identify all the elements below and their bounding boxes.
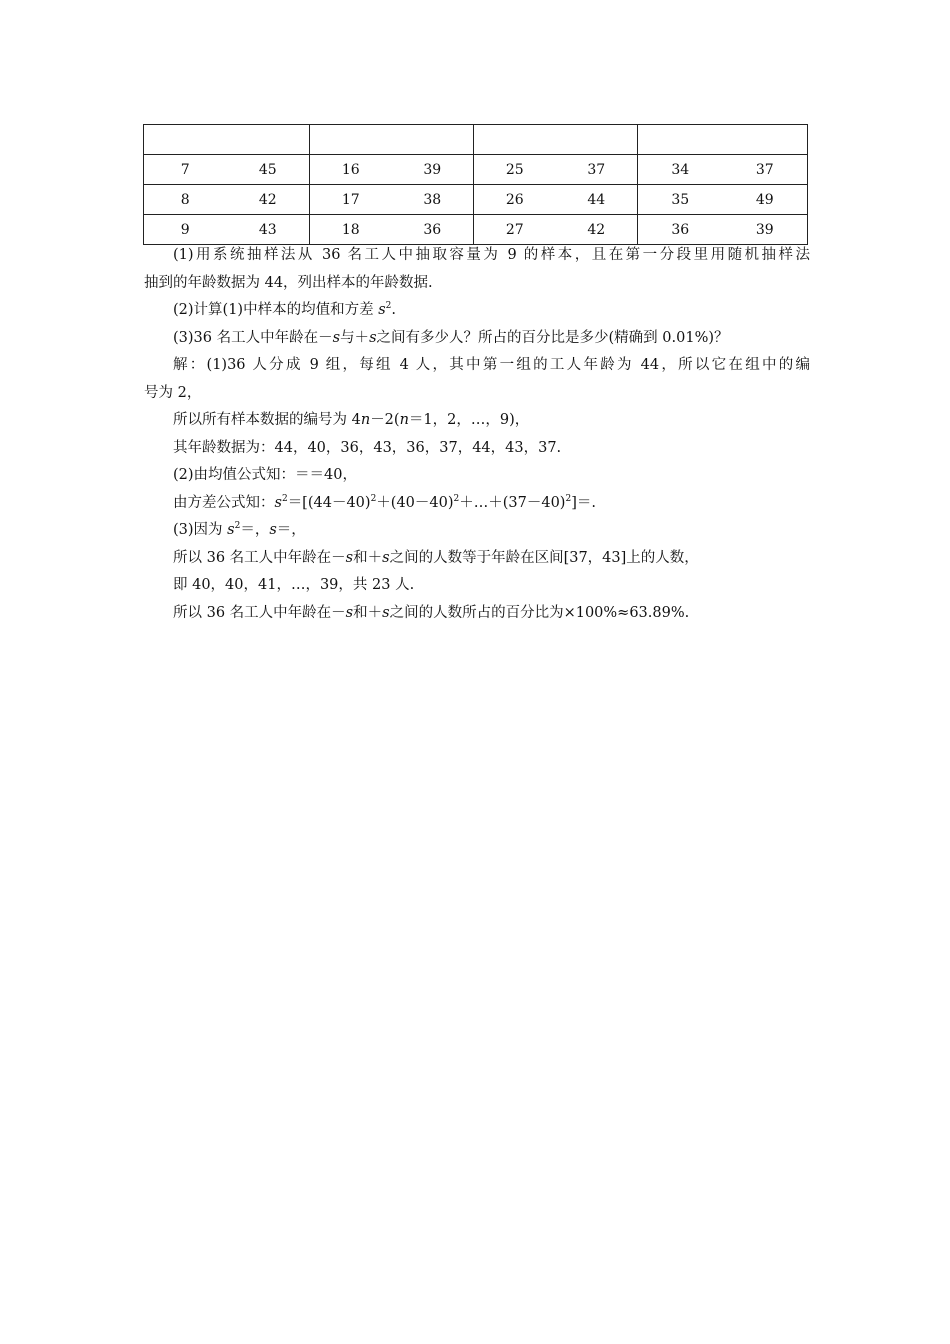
solution-line-4: 其年龄数据为：44，40，36，43，36，37，44，43，37. — [173, 439, 562, 456]
solution-line-9: 即 40，40，41，…，39，共 23 人. — [173, 577, 415, 593]
solution-text: ＝， — [240, 522, 270, 538]
superscript: 2 — [565, 493, 572, 504]
table-cell-age: 39 — [392, 155, 474, 185]
n-symbol: n — [399, 412, 409, 428]
superscript: 2 — [385, 301, 392, 311]
table-cell-id: 16 — [310, 155, 392, 185]
problem-and-solution — [144, 242, 810, 627]
solution-text: 和＋ — [353, 604, 383, 621]
solution-line-6 — [144, 490, 810, 518]
table-header-cell — [144, 125, 310, 155]
s-symbol: s — [332, 329, 341, 346]
superscript: 2 — [453, 493, 460, 504]
superscript: 2 — [281, 493, 288, 504]
table-cell-id: 25 — [474, 155, 556, 185]
solution-text: －2( — [370, 412, 400, 428]
solution-text: ＋(40－40) — [376, 494, 454, 511]
solution-line-7 — [144, 517, 810, 545]
table-header-cell — [474, 125, 638, 155]
table-cell-age: 42 — [227, 185, 310, 215]
s-symbol: s — [345, 549, 354, 566]
table-header-row — [144, 125, 808, 155]
table-cell-age: 38 — [392, 185, 474, 215]
solution-text: 所以 36 名工人中年龄在－ — [173, 604, 346, 621]
table-cell-id: 26 — [474, 185, 556, 215]
question-1-line-2: 抽到的年龄数据为 44，列出样本的年龄数据. — [144, 274, 433, 291]
table-row — [144, 215, 808, 245]
solution-text: ＝[(44－40) — [287, 494, 371, 511]
solution-text: ]＝. — [571, 494, 596, 511]
question-2 — [144, 297, 810, 325]
n-symbol: n — [360, 412, 371, 428]
table-cell-age: 42 — [556, 215, 638, 245]
table-cell-age: 37 — [723, 155, 808, 185]
solution-text: 之间的人数等于年龄在区间[37，43]上的人数， — [389, 549, 699, 566]
question-3-text: 之间有多少人？所占的百分比是多少(精确到 0.01%)？ — [376, 329, 729, 346]
solution-text: (3)因为 — [173, 522, 228, 538]
table-cell-age: 49 — [723, 185, 808, 215]
solution-text: 之间的人数所占的百分比为×100%≈63.89%. — [389, 604, 690, 621]
solution-text: ＝1，2，…，9)， — [408, 412, 530, 428]
solution-line-1: 解：(1)36 人分成 9 组，每组 4 人，其中第一组的工人年龄为 44，所以它在组中的编 — [173, 357, 810, 373]
solution-line-5: (2)由均值公式知：＝＝40， — [173, 467, 357, 483]
s-symbol: s — [382, 549, 390, 566]
table-header-cell — [638, 125, 808, 155]
solution-text: 由方差公式知： — [173, 494, 275, 511]
superscript: 2 — [234, 521, 241, 531]
table-cell-age: 44 — [556, 185, 638, 215]
variance-symbol: s — [227, 522, 235, 538]
table-cell-id: 7 — [144, 155, 227, 185]
s-symbol: s — [369, 329, 377, 346]
question-3 — [144, 325, 810, 353]
s-symbol: s — [345, 604, 354, 621]
question-3-text: (3)36 名工人中年龄在－ — [173, 329, 333, 346]
s-symbol: s — [269, 522, 277, 538]
table-cell-age: 45 — [227, 155, 310, 185]
question-2-text: (2)计算(1)中样本的均值和方差 — [173, 302, 379, 318]
solution-text: ＋…＋(37－40) — [459, 494, 566, 511]
table-cell-age: 37 — [556, 155, 638, 185]
solution-text: ＝， — [276, 522, 306, 538]
solution-text: 所以 36 名工人中年龄在－ — [173, 549, 346, 566]
superscript: 2 — [370, 493, 377, 504]
table-cell-id: 17 — [310, 185, 392, 215]
table-cell-id: 35 — [638, 185, 723, 215]
solution-text: 所以所有样本数据的编号为 4 — [173, 412, 361, 428]
table-cell-id: 8 — [144, 185, 227, 215]
table-row — [144, 185, 808, 215]
question-2-end: . — [391, 302, 396, 318]
table-cell-id: 18 — [310, 215, 392, 245]
table-cell-age: 39 — [723, 215, 808, 245]
solution-line-2: 号为 2， — [144, 384, 202, 401]
table-cell-id: 34 — [638, 155, 723, 185]
table-cell-age: 36 — [392, 215, 474, 245]
table-header-cell — [310, 125, 474, 155]
s-symbol: s — [382, 604, 390, 621]
solution-text: 和＋ — [353, 549, 383, 566]
question-1-line-1: (1)用系统抽样法从 36 名工人中抽取容量为 9 的样本，且在第一分段里用随机抽样法 — [173, 247, 810, 263]
solution-line-8 — [144, 545, 810, 573]
table-cell-age: 43 — [227, 215, 310, 245]
variance-symbol: s — [378, 302, 386, 318]
solution-line-3 — [144, 407, 810, 435]
question-3-text: 与＋ — [340, 329, 370, 346]
age-data-table — [143, 124, 808, 245]
solution-line-10 — [144, 600, 810, 628]
table-cell-id: 27 — [474, 215, 556, 245]
table-cell-id: 36 — [638, 215, 723, 245]
variance-symbol: s — [274, 494, 282, 511]
table-row — [144, 155, 808, 185]
table-cell-id: 9 — [144, 215, 227, 245]
